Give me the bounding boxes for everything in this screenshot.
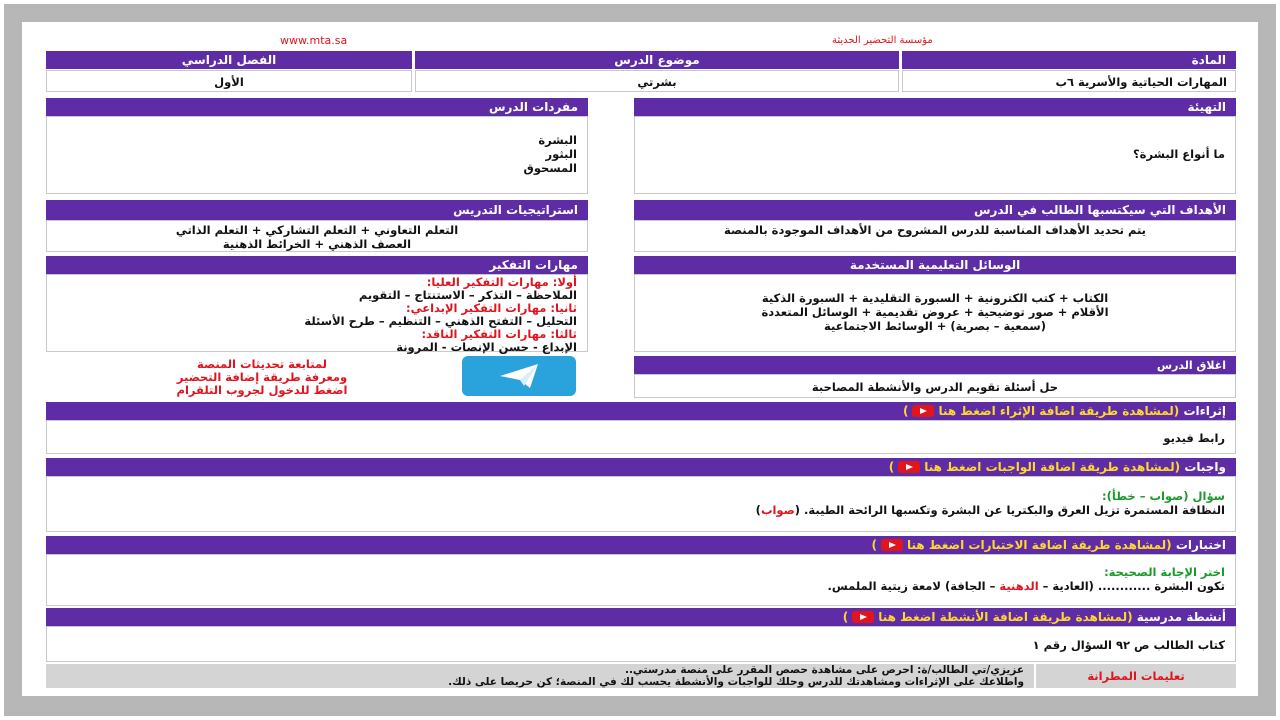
enrich-link[interactable]: (لمشاهدة طريقة اضافة الإثراء اضغط هنا xyxy=(938,404,1180,418)
closure-header: اغلاق الدرس xyxy=(634,356,1236,374)
tests-link[interactable]: (لمشاهدة طريقة اضافة الاختبارات اضغط هنا xyxy=(907,538,1172,552)
youtube-icon[interactable] xyxy=(881,539,903,551)
paren: ( xyxy=(794,503,801,517)
enrich-title: إثراءات xyxy=(1183,404,1226,418)
tests-answer: الدهنية xyxy=(999,579,1039,593)
vocab-item: البشرة xyxy=(538,133,577,147)
paper-plane-icon xyxy=(462,356,576,396)
notes-label-cell xyxy=(1036,664,1236,688)
thinking-content xyxy=(46,274,588,352)
tests-question-label: اختر الإجابة الصحيحة: xyxy=(1104,565,1225,579)
youtube-icon[interactable] xyxy=(898,461,920,473)
thinking-heading: أولا: مهارات التفكير العليا: xyxy=(426,275,577,289)
vocab-list xyxy=(46,116,588,194)
topic-label: موضوع الدرس xyxy=(415,51,899,69)
enrich-link-close: ) xyxy=(902,404,909,418)
tests-link-close: ) xyxy=(871,538,877,552)
homework-title: واجبات xyxy=(1184,460,1226,474)
notes-title: تعليمات المطرانة xyxy=(1087,669,1185,683)
promo-line: اضغط للدخول لجروب التلقرام xyxy=(176,383,348,397)
aids-line: الأقلام + صور توضيحية + عروض تقديمية + الوسائل المتعددة xyxy=(761,305,1109,319)
promo-line: ومعرفة طريقة إضافة التحضير xyxy=(176,370,348,384)
website-url[interactable]: www.mta.sa xyxy=(280,34,348,47)
tests-title: اختبارات xyxy=(1175,538,1226,552)
aids-line: (سمعية – بصرية) + الوسائط الاجتماعية xyxy=(824,319,1046,333)
aids-text xyxy=(634,274,1236,352)
telegram-icon[interactable] xyxy=(462,356,576,396)
topic-value: بشرتي xyxy=(415,70,899,92)
thinking-header: مهارات التفكير xyxy=(46,256,588,274)
homework-link[interactable]: (لمشاهدة طريقة اضافة الواجبات اضغط هنا xyxy=(924,460,1181,474)
activities-link[interactable]: (لمشاهدة طريقة اضافة الأنشطة اضغط هنا xyxy=(878,610,1133,624)
homework-answer: صواب xyxy=(760,503,795,517)
homework-question xyxy=(57,503,1225,517)
tests-content xyxy=(46,554,1236,606)
homework-question-text: النظافة المستمرة تزيل العرق والبكتريا عن البشرة وتكسبها الرائحة الطيبة. xyxy=(804,503,1225,517)
goals-text: يتم تحديد الأهداف المناسبة للدرس المشروح من الأهداف الموجودة بالمنصة xyxy=(634,220,1236,252)
institution-name: مؤسسة التحضير الحديثة xyxy=(832,35,933,46)
notes-line: واطلاعك على الإثراءات ومشاهدتك للدرس وحلك للواجبات والأنشطة يحسب لك في المنصة؛ كن حريصا على ذلك. xyxy=(448,676,1024,688)
telegram-promo[interactable] xyxy=(132,358,392,397)
intro-text: ما أنواع البشرة؟ xyxy=(634,116,1236,194)
vocab-item: البثور xyxy=(545,147,577,161)
thinking-heading: ثانيا: مهارات التفكير الإبداعي: xyxy=(406,301,577,315)
semester-label: الفصل الدراسي xyxy=(46,51,412,69)
enrich-text[interactable]: رابط فيديو xyxy=(46,420,1236,454)
intro-header: التهيئة xyxy=(634,98,1236,116)
tests-header xyxy=(46,536,1236,554)
youtube-icon[interactable] xyxy=(912,405,934,417)
goals-header: الأهداف التي سيكتسبها الطالب في الدرس xyxy=(634,200,1236,220)
lesson-plan-page xyxy=(22,22,1258,696)
tests-question-end: – الجافة) لامعة زيتية الملمس. xyxy=(827,579,996,593)
homework-header xyxy=(46,458,1236,476)
strategies-line: العصف الذهني + الخرائط الذهنية xyxy=(222,237,412,251)
activities-text: كتاب الطالب ص ٩٢ السؤال رقم ١ xyxy=(46,626,1236,662)
thinking-text: التحليل – التفتح الذهني – التنظيم – طرح الأسئلة xyxy=(304,314,577,328)
activities-title: أنشطة مدرسية xyxy=(1136,610,1226,624)
homework-link-close: ) xyxy=(888,460,895,474)
vocab-header: مفردات الدرس xyxy=(46,98,588,116)
promo-line: لمتابعة تحديثات المنصة xyxy=(197,357,327,371)
semester-value: الأول xyxy=(46,70,412,92)
activities-header xyxy=(46,608,1236,626)
homework-content xyxy=(46,476,1236,532)
aids-header: الوسائل التعليمية المستخدمة xyxy=(634,256,1236,274)
strategies-text xyxy=(46,220,588,252)
paren: ) xyxy=(755,503,761,517)
youtube-icon[interactable] xyxy=(852,611,874,623)
tests-question-start: تكون البشرة ............ (العادية – xyxy=(1042,579,1225,593)
strategies-header: استراتيجيات التدريس xyxy=(46,200,588,220)
vocab-item: المسحوق xyxy=(523,161,577,175)
aids-line: الكتاب + كتب الكترونية + السبورة التقليدية + السبورة الذكية xyxy=(761,291,1109,305)
thinking-text: الإبداع - حسن الإنصات - المرونة xyxy=(396,340,577,354)
homework-question-label: سؤال (صواب – خطأ): xyxy=(1102,489,1225,503)
notes-text xyxy=(46,664,1034,688)
enrich-header xyxy=(46,402,1236,420)
thinking-text: الملاحظة – التذكر – الاستنتاج – التقويم xyxy=(358,288,577,302)
strategies-line: التعلم التعاوني + التعلم التشاركي + التعلم الذاتي xyxy=(175,223,459,237)
subject-label: المادة xyxy=(902,51,1236,69)
notes-line: عزيزي/تي الطالب/ة: احرص على مشاهدة حصص المقرر على منصة مدرستي.. xyxy=(624,664,1024,676)
closure-text: حل أسئلة تقويم الدرس والأنشطة المصاحبة xyxy=(634,374,1236,398)
thinking-heading: ثالثا: مهارات التفكير الناقد: xyxy=(421,327,577,341)
tests-question xyxy=(57,579,1225,593)
subject-value: المهارات الحياتية والأسرية ٦ب xyxy=(902,70,1236,92)
activities-link-close: ) xyxy=(842,610,849,624)
